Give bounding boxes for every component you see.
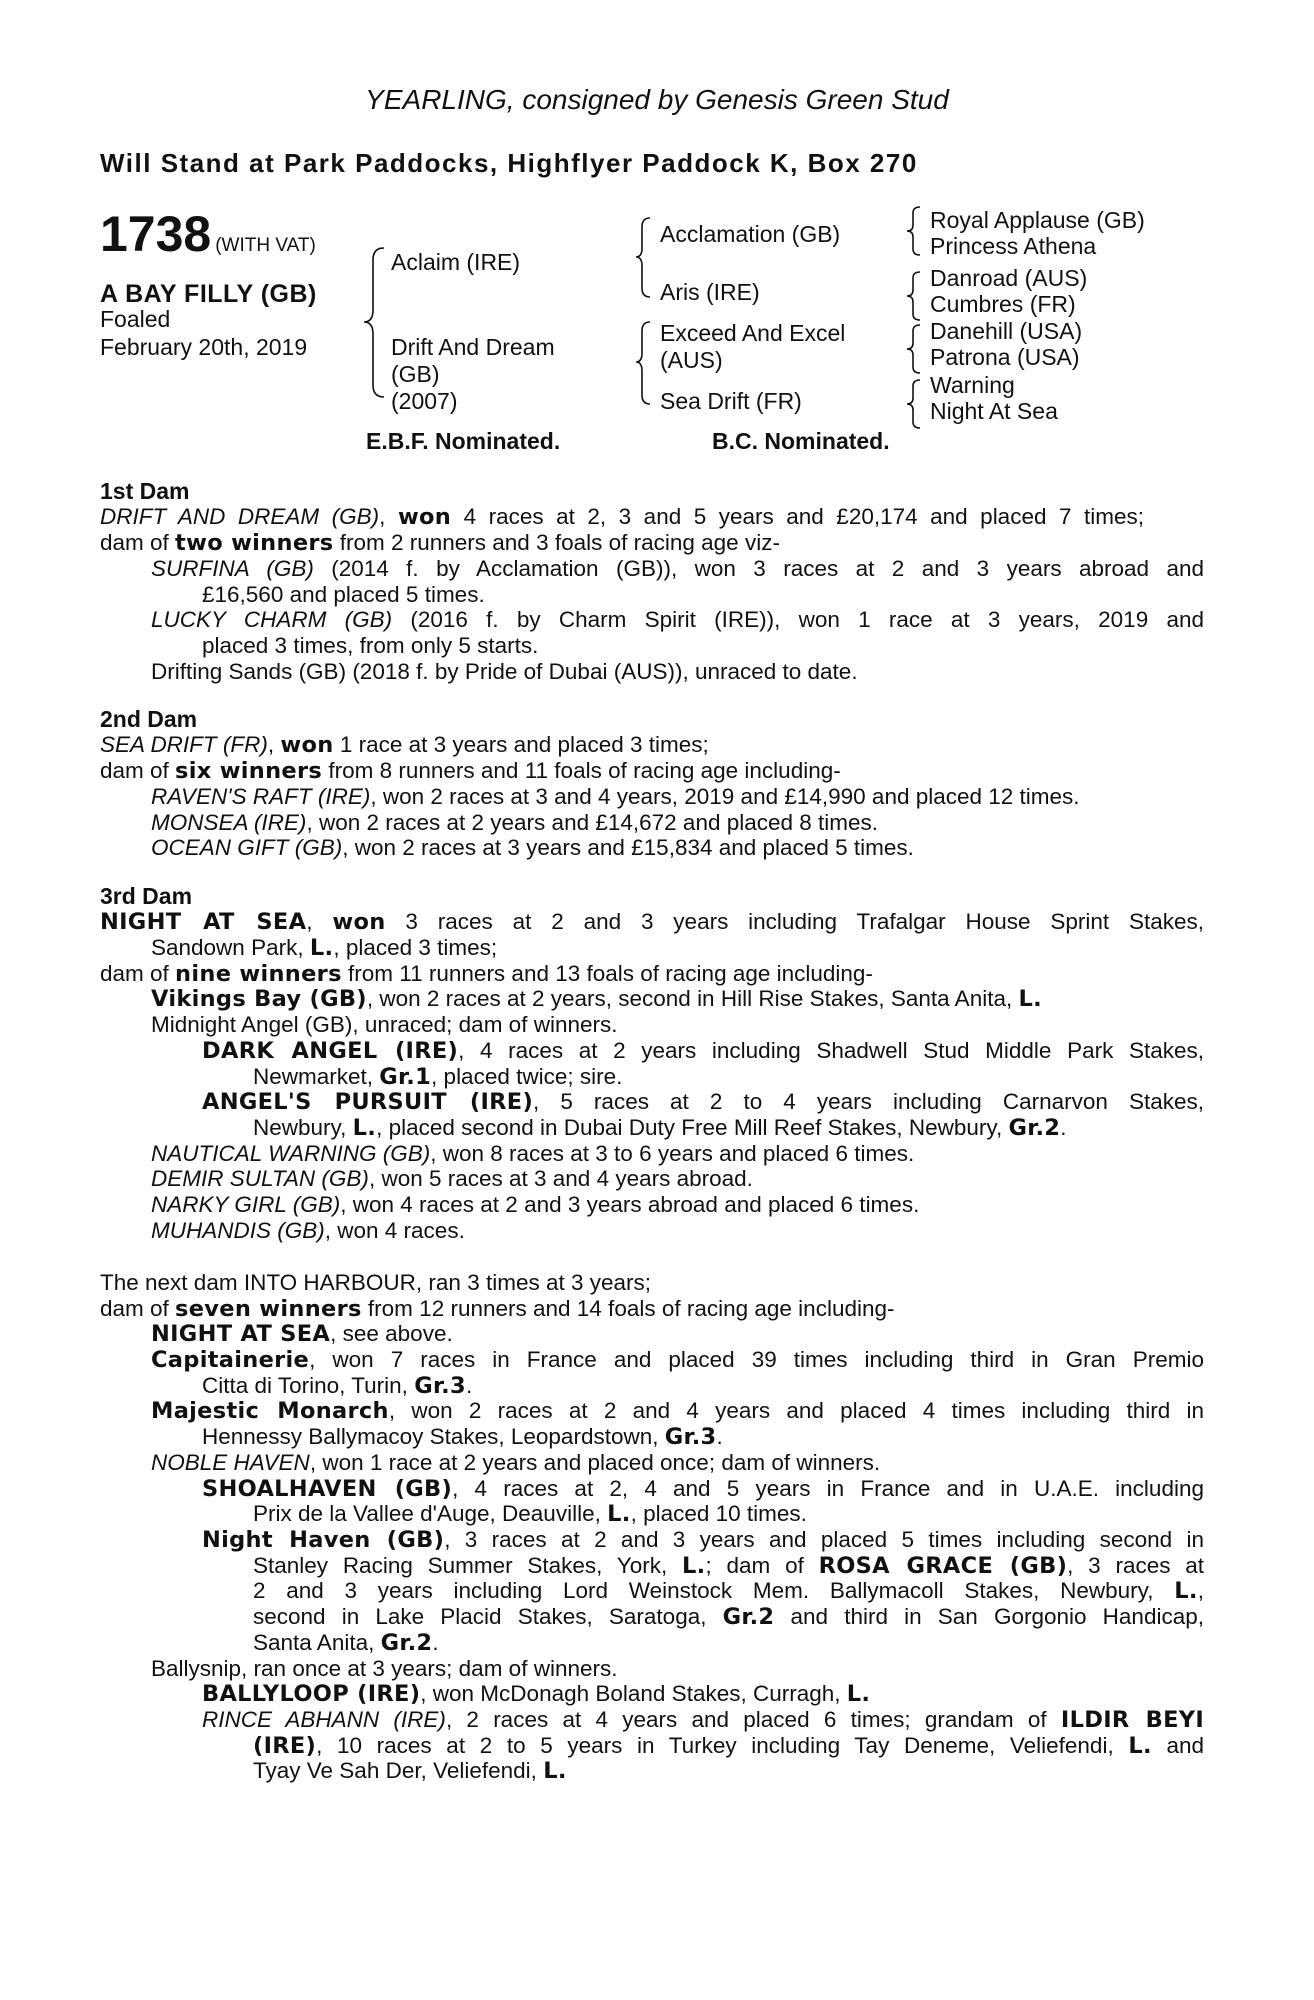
brace-gen3-b xyxy=(907,272,920,320)
produce-vikings-bay: Vikings Bay (GB), won 2 races at 2 years, second in Hill Rise Stakes, Santa Anita, L. xyxy=(151,986,1042,1012)
produce-night-haven-cont-2: 2 and 3 years including Lord Weinstock Mem. Ballymacoll Stakes, Newbury, L., xyxy=(253,1578,1204,1604)
produce-surfina: SURFINA (GB) (2014 f. by Acclamation (GB)), won 3 races at 2 and 3 years abroad and xyxy=(151,556,1205,581)
pedigree-dam-line-3: (2007) xyxy=(391,388,458,414)
next-dam-line: The next dam INTO HARBOUR, ran 3 times at 3 years; xyxy=(100,1270,652,1295)
produce-muhandis: MUHANDIS (GB), won 4 races. xyxy=(151,1218,465,1243)
next-dam-produce-line: dam of seven winners from 12 runners and 14 foals of racing age including- xyxy=(100,1296,895,1322)
pedigree-g3-7: Warning xyxy=(930,372,1015,398)
pedigree-g3-1: Royal Applause (GB) xyxy=(930,207,1145,233)
pedigree-sire: Aclaim (IRE) xyxy=(391,249,521,275)
produce-capitainerie: Capitainerie, won 7 races in France and placed 39 times including third in Gran Premio xyxy=(151,1347,1204,1373)
first-dam-heading: 1st Dam xyxy=(100,478,190,504)
pedigree-g3-5: Danehill (USA) xyxy=(930,318,1083,344)
pedigree-dam-sire-line-1: Exceed And Excel xyxy=(660,320,846,346)
produce-angels-pursuit: ANGEL'S PURSUIT (IRE), 5 races at 2 to 4 years including Carnarvon Stakes, xyxy=(202,1089,1204,1115)
bc-nominated: B.C. Nominated. xyxy=(712,428,890,454)
pedigree-dam-sire-line-2: (AUS) xyxy=(660,347,723,373)
produce-demir-sultan: DEMIR SULTAN (GB), won 5 races at 3 and 4 years abroad. xyxy=(151,1166,753,1191)
pedigree-g3-4: Cumbres (FR) xyxy=(930,291,1076,317)
produce-drifting-sands: Drifting Sands (GB) (2018 f. by Pride of Dubai (AUS)), unraced to date. xyxy=(151,659,858,684)
pedigree-g3-2: Princess Athena xyxy=(930,233,1097,259)
third-dam-heading: 3rd Dam xyxy=(100,883,193,909)
produce-dark-angel: DARK ANGEL (IRE), 4 races at 2 years including Shadwell Stud Middle Park Stakes, xyxy=(202,1038,1204,1064)
produce-surfina-cont: £16,560 and placed 5 times. xyxy=(202,582,485,607)
produce-narky-girl: NARKY GIRL (GB), won 4 races at 2 and 3 years abroad and placed 6 times. xyxy=(151,1192,920,1217)
produce-dark-angel-cont: Newmarket, Gr.1, placed twice; sire. xyxy=(253,1064,623,1090)
dam-2-produce-line: dam of six winners from 8 runners and 11 foals of racing age including- xyxy=(100,758,841,784)
produce-ravens-raft: RAVEN'S RAFT (IRE), won 2 races at 3 and 4 years, 2019 and £14,990 and placed 12 times. xyxy=(151,784,1080,809)
foaled-date: February 20th, 2019 xyxy=(100,334,308,360)
pedigree-g3-6: Patrona (USA) xyxy=(930,344,1080,370)
foaled-label: Foaled xyxy=(100,306,171,332)
produce-capitainerie-cont: Citta di Torino, Turin, Gr.3. xyxy=(202,1373,473,1399)
produce-ocean-gift: OCEAN GIFT (GB), won 2 races at 3 years and £15,834 and placed 5 times. xyxy=(151,835,914,860)
second-dam-heading: 2nd Dam xyxy=(100,706,198,732)
produce-majestic-monarch-cont: Hennessy Ballymacoy Stakes, Leopardstown, Gr.3. xyxy=(202,1424,723,1450)
horse-name: A BAY FILLY (GB) xyxy=(100,280,317,308)
vat-note: (WITH VAT) xyxy=(215,235,316,256)
produce-lucky-charm: LUCKY CHARM (GB) (2016 f. by Charm Spirit (IRE)), won 1 race at 3 years, 2019 and xyxy=(151,607,1204,632)
produce-rince-abhann-cont-1: (IRE), 10 races at 2 to 5 years in Turkey including Tay Deneme, Veliefendi, L. and xyxy=(253,1733,1204,1759)
brace-gen1 xyxy=(364,248,384,397)
pedigree-g3-8: Night At Sea xyxy=(930,398,1058,424)
produce-ballysnip: Ballysnip, ran once at 3 years; dam of winners. xyxy=(151,1656,618,1681)
produce-night-at-sea: NIGHT AT SEA, see above. xyxy=(151,1321,453,1347)
produce-nautical-warning: NAUTICAL WARNING (GB), won 8 races at 3 to 6 years and placed 6 times. xyxy=(151,1141,915,1166)
dam-2-line: SEA DRIFT (FR), won 1 race at 3 years and placed 3 times; xyxy=(100,732,709,758)
produce-noble-haven: NOBLE HAVEN, won 1 race at 2 years and placed once; dam of winners. xyxy=(151,1450,881,1475)
produce-lucky-charm-cont: placed 3 times, from only 5 starts. xyxy=(202,633,539,658)
pedigree-g3-3: Danroad (AUS) xyxy=(930,265,1088,291)
pedigree-sire-dam: Aris (IRE) xyxy=(660,279,760,305)
catalogue-heading: YEARLING, consigned by Genesis Green Stud xyxy=(365,84,949,115)
dam-1-line: DRIFT AND DREAM (GB), won 4 races at 2, 3 and 5 years and £20,174 and placed 7 times; xyxy=(100,504,1144,530)
produce-majestic-monarch: Majestic Monarch, won 2 races at 2 and 4 years and placed 4 times including third in xyxy=(151,1398,1204,1424)
produce-night-haven: Night Haven (GB), 3 races at 2 and 3 years and placed 5 times including second in xyxy=(202,1527,1204,1553)
lot-number: 1738 xyxy=(100,206,212,262)
dam-3-produce-line: dam of nine winners from 11 runners and 13 foals of racing age including- xyxy=(100,961,873,987)
produce-night-haven-cont-4: Santa Anita, Gr.2. xyxy=(253,1630,439,1656)
produce-night-haven-cont-3: second in Lake Placid Stakes, Saratoga, Gr.2 and third in San Gorgonio Handicap, xyxy=(253,1604,1204,1630)
pedigree-sire-sire: Acclamation (GB) xyxy=(660,221,841,247)
pedigree-dam-line-2: (GB) xyxy=(391,361,440,387)
produce-ballyloop: BALLYLOOP (IRE), won McDonagh Boland Stakes, Curragh, L. xyxy=(202,1681,871,1707)
produce-shoalhaven-cont: Prix de la Vallee d'Auge, Deauville, L., placed 10 times. xyxy=(253,1501,807,1527)
dam-3-line-cont: Sandown Park, L., placed 3 times; xyxy=(151,935,498,961)
brace-gen2-sire xyxy=(636,218,650,297)
produce-rince-abhann-cont-2: Tyay Ve Sah Der, Veliefendi, L. xyxy=(253,1758,567,1784)
brace-gen3-c xyxy=(907,325,920,373)
produce-rince-abhann: RINCE ABHANN (IRE), 2 races at 4 years and placed 6 times; grandam of ILDIR BEYI xyxy=(202,1707,1205,1733)
brace-gen3-d xyxy=(907,380,920,428)
dam-3-line: NIGHT AT SEA, won 3 races at 2 and 3 years including Trafalgar House Sprint Stakes, xyxy=(100,909,1204,935)
stand-location: Will Stand at Park Paddocks, Highflyer Paddock K, Box 270 xyxy=(100,148,918,178)
ebf-nominated: E.B.F. Nominated. xyxy=(366,428,561,454)
pedigree-dam-line-1: Drift And Dream xyxy=(391,334,555,360)
dam-1-produce-line: dam of two winners from 2 runners and 3 foals of racing age viz- xyxy=(100,530,780,556)
produce-angels-pursuit-cont: Newbury, L., placed second in Dubai Duty Free Mill Reef Stakes, Newbury, Gr.2. xyxy=(253,1115,1067,1141)
produce-monsea: MONSEA (IRE), won 2 races at 2 years and £14,672 and placed 8 times. xyxy=(151,810,879,835)
brace-gen3-a xyxy=(907,207,920,255)
produce-midnight-angel: Midnight Angel (GB), unraced; dam of winners. xyxy=(151,1012,618,1037)
brace-gen2-dam xyxy=(636,322,650,404)
pedigree-dam-dam: Sea Drift (FR) xyxy=(660,388,802,414)
produce-shoalhaven: SHOALHAVEN (GB), 4 races at 2, 4 and 5 years in France and in U.A.E. including xyxy=(202,1476,1204,1502)
produce-night-haven-cont-1: Stanley Racing Summer Stakes, York, L.; dam of ROSA GRACE (GB), 3 races at xyxy=(253,1553,1205,1579)
